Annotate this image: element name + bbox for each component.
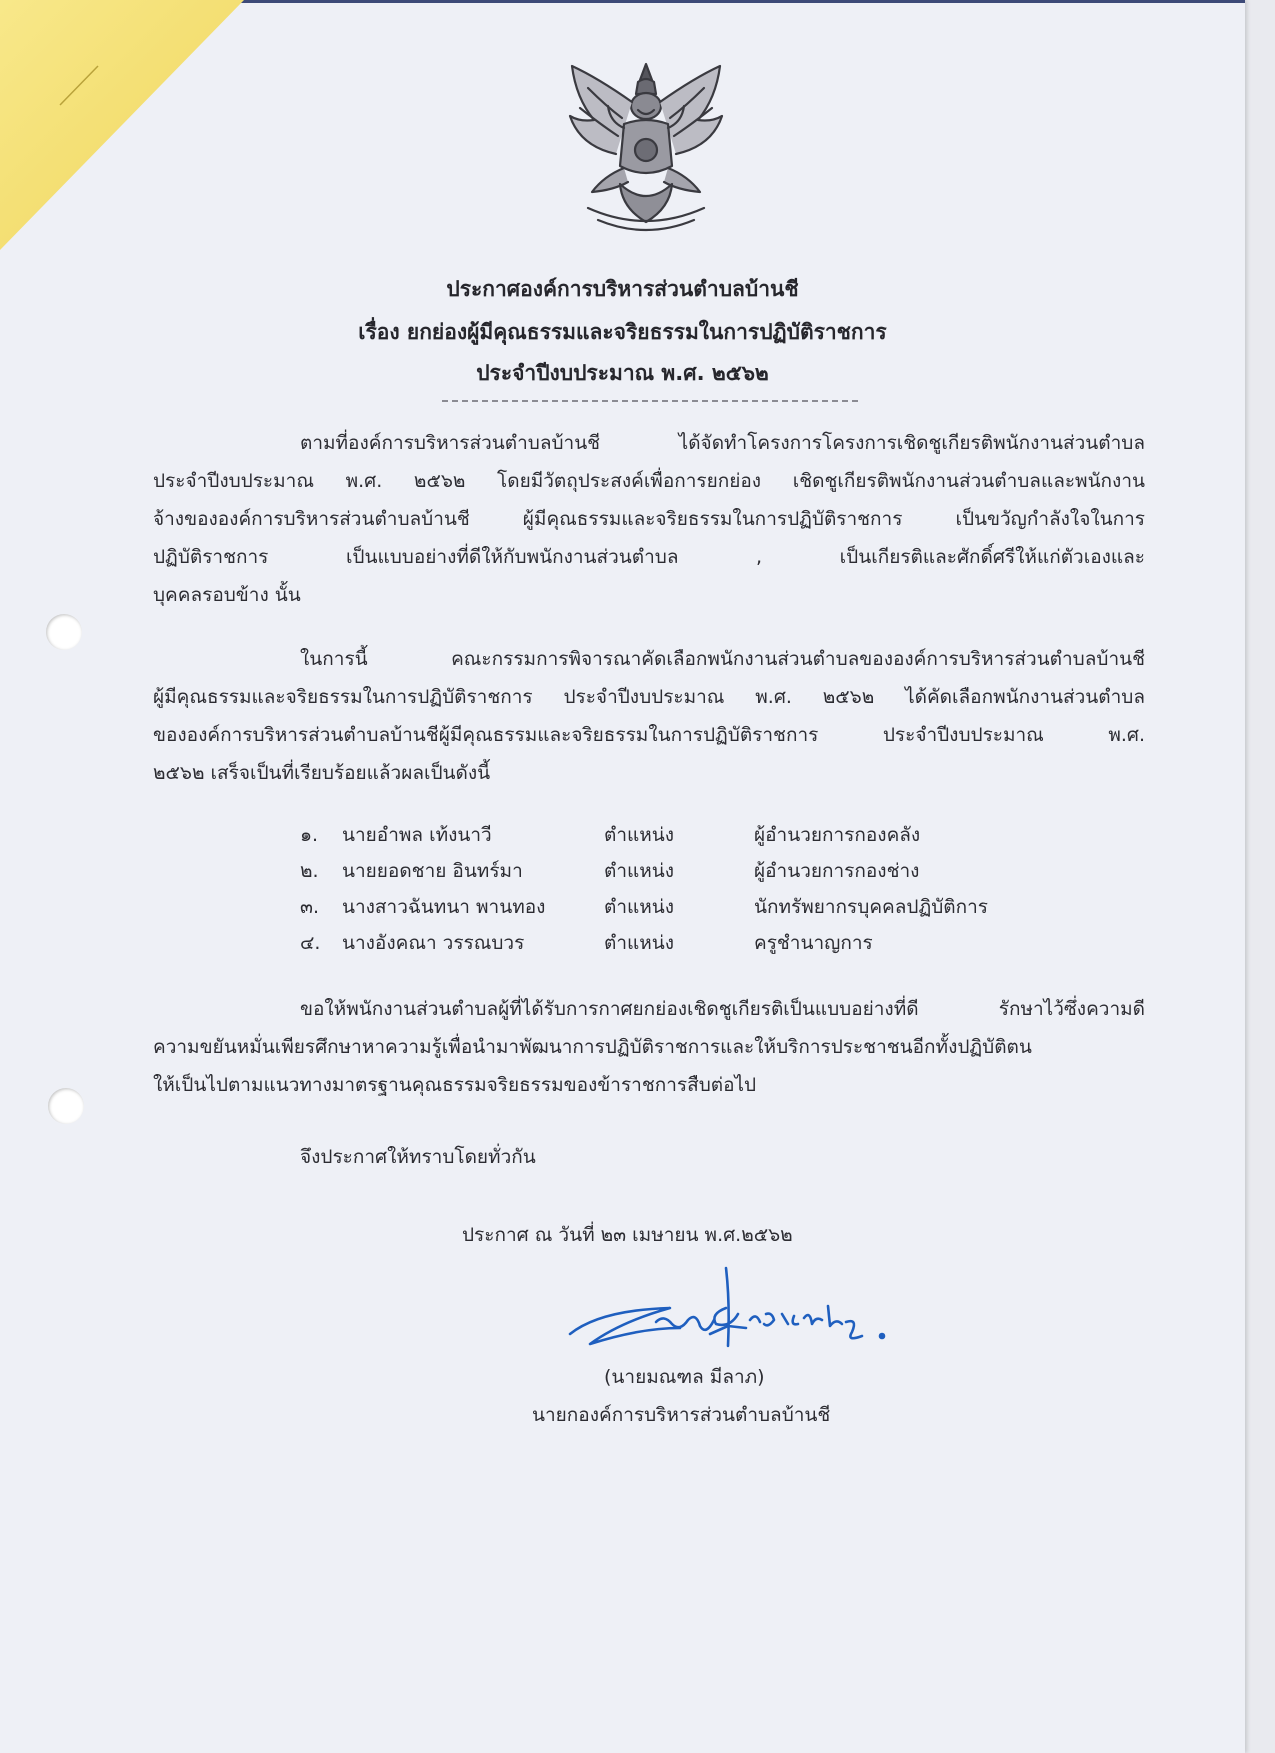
para1-line: ประจำปีงบประมาณ พ.ศ. ๒๕๖๒ โดยมีวัตถุประสงค์เพื่อการยกย่อง เชิดชูเกียรติพนักงานส่วนตำบลและพนักงาน: [153, 470, 1145, 492]
para1-line: ตามที่องค์การบริหารส่วนตำบลบ้านชี ได้จัดทำโครงการโครงการเชิดชูเกียรติพนักงานส่วนตำบล: [300, 432, 1145, 454]
awardee-position: ครูชำนาญการ: [754, 932, 873, 954]
punch-hole-top: [46, 614, 82, 650]
awardee-position: ผู้อำนวยการกองคลัง: [754, 824, 921, 846]
awardee-number: ๒.: [300, 860, 319, 882]
para2-line: ในการนี้ คณะกรรมการพิจารณาคัดเลือกพนักงานส่วนตำบลขององค์การบริหารส่วนตำบลบ้านชี: [300, 648, 1145, 670]
para2-line: ผู้มีคุณธรรมและจริยธรรมในการปฏิบัติราชการ ประจำปีงบประมาณ พ.ศ. ๒๕๖๒ ได้คัดเลือกพนักงานส่วนตำบล: [153, 686, 1145, 708]
awardee-number: ๑.: [300, 824, 319, 846]
closing-statement: จึงประกาศให้ทราบโดยทั่วกัน: [300, 1146, 536, 1168]
announcement-title: ประกาศองค์การบริหารส่วนตำบลบ้านชี: [446, 277, 799, 301]
awardee-position-label: ตำแหน่ง: [604, 896, 675, 918]
awardee-name: นายยอดชาย อินทร์มา: [342, 860, 523, 882]
signatory-title: นายกองค์การบริหารส่วนตำบลบ้านชี: [532, 1404, 831, 1426]
sticky-note-corner: [0, 0, 250, 250]
para1-line: ปฏิบัติราชการ เป็นแบบอย่างที่ดีให้กับพนักงานส่วนตำบล , เป็นเกียรติและศักดิ์ศรีให้แก่ตัวเองและ: [153, 546, 1145, 568]
title-divider: [442, 400, 858, 402]
awardee-number: ๓.: [300, 896, 320, 918]
signatory-name: (นายมณฑล มีลาภ): [604, 1366, 765, 1388]
awardee-position: นักทรัพยากรบุคคลปฏิบัติการ: [754, 896, 988, 918]
garuda-emblem-icon: [558, 58, 734, 240]
para1-line: จ้างขององค์การบริหารส่วนตำบลบ้านชี ผู้มีคุณธรรมและจริยธรรมในการปฏิบัติราชการ เป็นขวัญกำลังใจในการ: [153, 508, 1145, 530]
awardee-name: นางอังคณา วรรณบวร: [342, 932, 525, 954]
awardee-position-label: ตำแหน่ง: [604, 932, 675, 954]
para3-line: ให้เป็นไปตามแนวทางมาตรฐานคุณธรรมจริยธรรมของข้าราชการสืบต่อไป: [153, 1074, 757, 1096]
awardee-position: ผู้อำนวยการกองช่าง: [754, 860, 920, 882]
awardee-position-label: ตำแหน่ง: [604, 860, 675, 882]
para2-line: ขององค์การบริหารส่วนตำบลบ้านชีผู้มีคุณธรรมและจริยธรรมในการปฏิบัติราชการ ประจำปีงบประมาณ พ.ศ.: [153, 724, 1145, 746]
announcement-fiscal-year: ประจำปีงบประมาณ พ.ศ. ๒๕๖๒: [476, 361, 769, 385]
awardee-name: นางสาวฉันทนา พานทอง: [342, 896, 546, 918]
announcement-subject: เรื่อง ยกย่องผู้มีคุณธรรมและจริยธรรมในการปฏิบัติราชการ: [358, 320, 887, 344]
punch-hole-bottom: [48, 1088, 84, 1124]
para1-line: บุคคลรอบข้าง นั้น: [153, 584, 301, 606]
awardee-position-label: ตำแหน่ง: [604, 824, 675, 846]
para2-line: ๒๕๖๒ เสร็จเป็นที่เรียบร้อยแล้วผลเป็นดังนี้: [153, 762, 491, 784]
para3-line: ขอให้พนักงานส่วนตำบลผู้ที่ได้รับการกาศยกย่องเชิดชูเกียรติเป็นแบบอย่างที่ดี รักษาไว้ซึ่งความดี: [300, 998, 1145, 1020]
awardee-name: นายอำพล เท้งนาวี: [342, 824, 492, 846]
awardee-number: ๔.: [300, 932, 321, 954]
announcement-date: ประกาศ ณ วันที่ ๒๓ เมษายน พ.ศ.๒๕๖๒: [462, 1224, 793, 1246]
para3-line: ความขยันหมั่นเพียรศึกษาหาความรู้เพื่อนำมาพัฒนาการปฏิบัติราชการและให้บริการประชาชนอีกทั้งปฏิบัติตน: [153, 1036, 1032, 1058]
